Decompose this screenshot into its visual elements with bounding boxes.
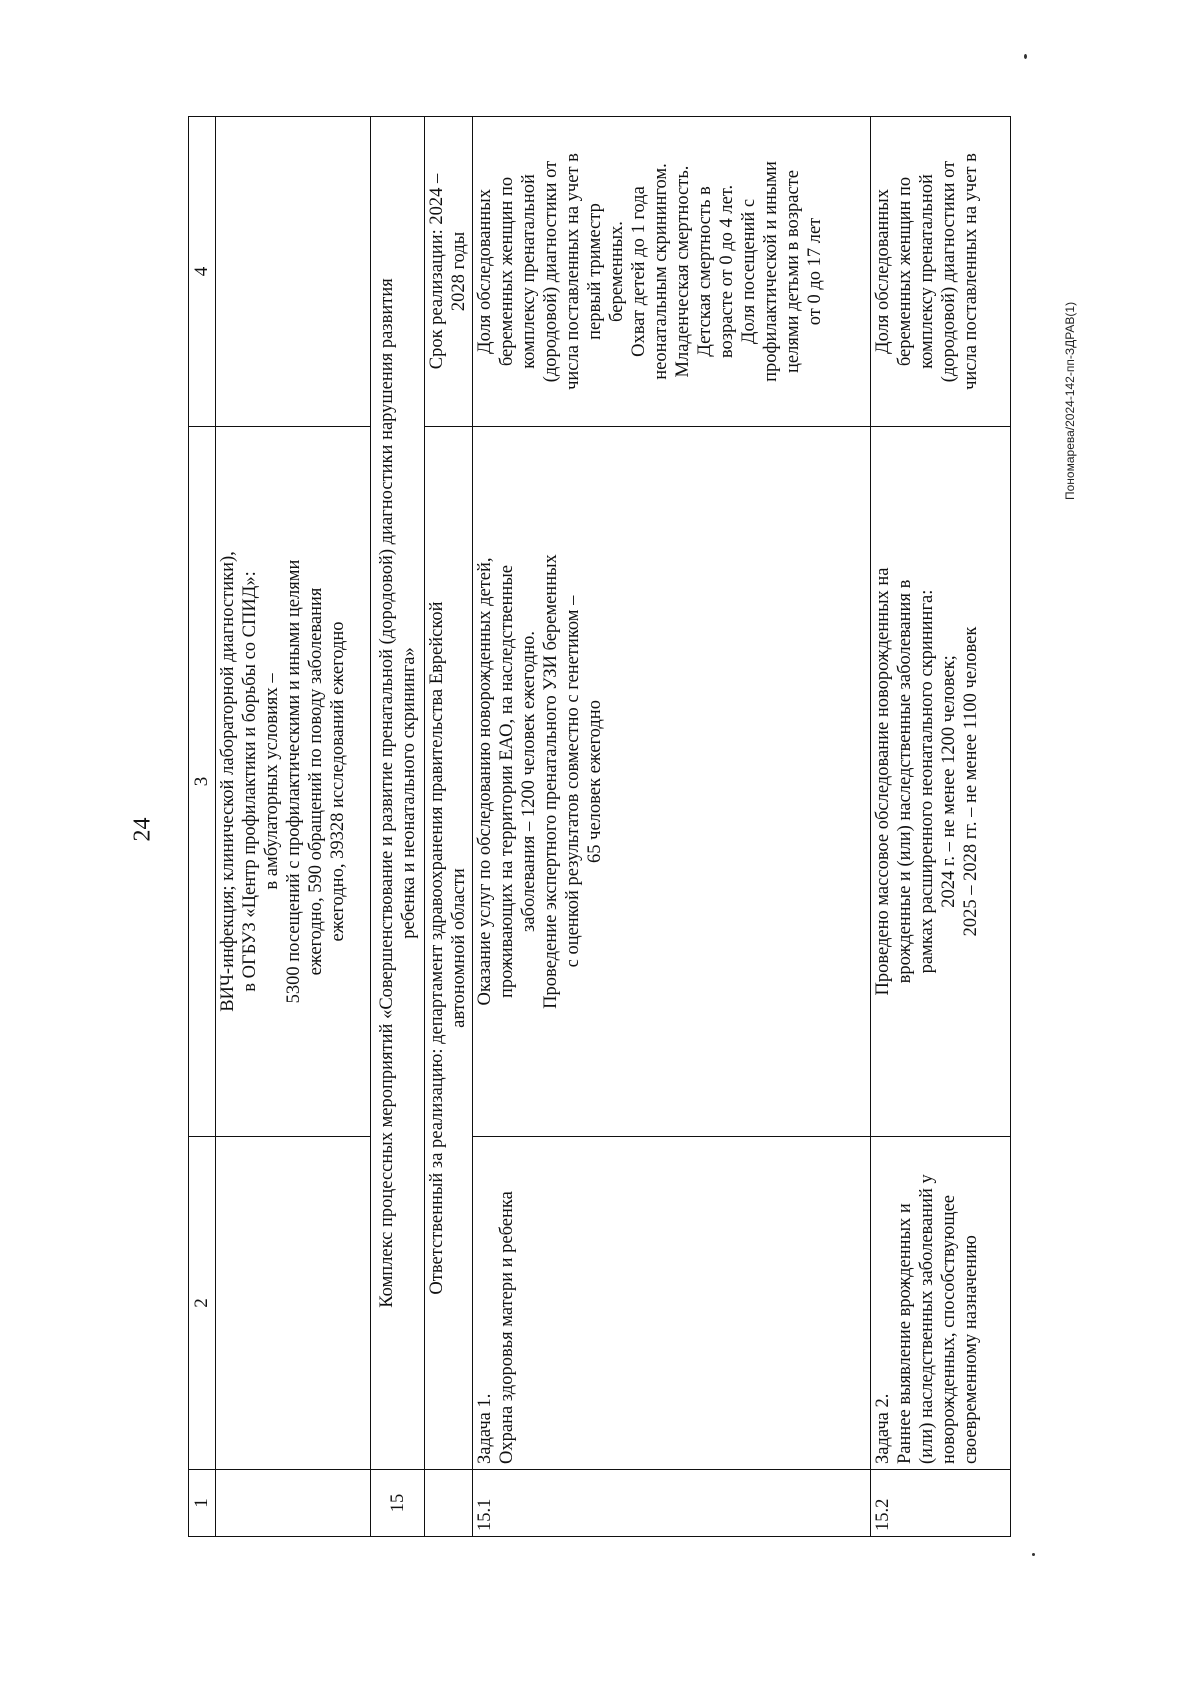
term-text: Срок реализации: 2024 – 2028 годы xyxy=(425,117,473,427)
header-col-1: 1 xyxy=(189,1470,216,1537)
result-text: Проведено массовое обследование новорожденных на врожденные и (или) наследственные заболевания в рамках расширенного неонатального скрининга: 2024 г. – не менее 1200 человек; 2025 – 2028 гг. – не менее 1100 человек xyxy=(871,427,1011,1137)
task-text: Задача 2. Раннее выявление врожденных и (или) наследственных заболеваний у новорожденных, способствующее своевременному назначению xyxy=(871,1137,1011,1470)
responsible-num-cell xyxy=(425,1470,473,1537)
task-text: Задача 1. Охрана здоровья матери и ребенка xyxy=(473,1137,871,1470)
header-row xyxy=(189,117,216,1537)
program-table-rotated xyxy=(188,117,1053,1537)
responsible-text: Ответственный за реализацию: департамент здравоохранения правительства Еврейской автономной области xyxy=(425,427,473,1470)
continuation-task-cell xyxy=(216,1137,371,1470)
row-number: 15.2 xyxy=(871,1470,1011,1537)
continuation-result-cell: ВИЧ-инфекция; клинической лабораторной диагностики), в ОГБУЗ «Центр профилактики и борьбы со СПИД»: в амбулаторных условиях – 5300 посещений с профилактическими и иными целями ежегодно, 590 обращений по поводу заболевания ежегодно, 39328 исследований ежегодно xyxy=(216,427,371,1137)
continuation-num-cell xyxy=(216,1470,371,1537)
program-table xyxy=(188,116,1011,1537)
footer-doc-id: Пономарева/2024-142-пп-ЗДРАВ(1) xyxy=(1063,301,1077,500)
scan-speck xyxy=(1024,54,1027,59)
page-number: 24 xyxy=(129,817,156,842)
continuation-indicator-cell xyxy=(216,117,371,427)
header-col-3: 3 xyxy=(189,427,216,1137)
table-row xyxy=(473,117,871,1537)
complex-title: Комплекс процессных мероприятий «Совершенствование и развитие пренатальной (дородовой) диагностики нарушения развития ребенка и неонатального скрининга» xyxy=(371,117,425,1470)
header-col-4: 4 xyxy=(189,117,216,427)
indicator-text: Доля обследованных беременных женщин по комплексу пренатальной (дородовой) диагностики от числа поставленных на учет в xyxy=(871,117,1011,427)
row-number: 15.1 xyxy=(473,1470,871,1537)
indicator-text: Доля обследованных беременных женщин по комплексу пренатальной (дородовой) диагностики от числа поставленных на учет в первый триместр беременных. Охват детей до 1 года неонатальным скринингом. Младенческая смертность. Детская смертность в возрасте от 0 до 4 лет. Доля посещений с профилактической и иными целями детьми в возрасте от 0 до 17 лет xyxy=(473,117,871,427)
scan-speck xyxy=(1032,1553,1035,1556)
result-text: Оказание услуг по обследованию новорожденных детей, проживающих на территории ЕАО, на наследственные заболевания – 1200 человек ежегодно. Проведение экспертного пренатального УЗИ беременных с оценкой результатов совместно с генетиком – 65 человек ежегодно xyxy=(473,427,871,1137)
complex-row xyxy=(371,117,425,1537)
continuation-row xyxy=(216,117,371,1537)
table-row xyxy=(871,117,1011,1537)
responsible-row xyxy=(425,117,473,1537)
header-col-2: 2 xyxy=(189,1137,216,1470)
complex-number: 15 xyxy=(371,1470,425,1537)
